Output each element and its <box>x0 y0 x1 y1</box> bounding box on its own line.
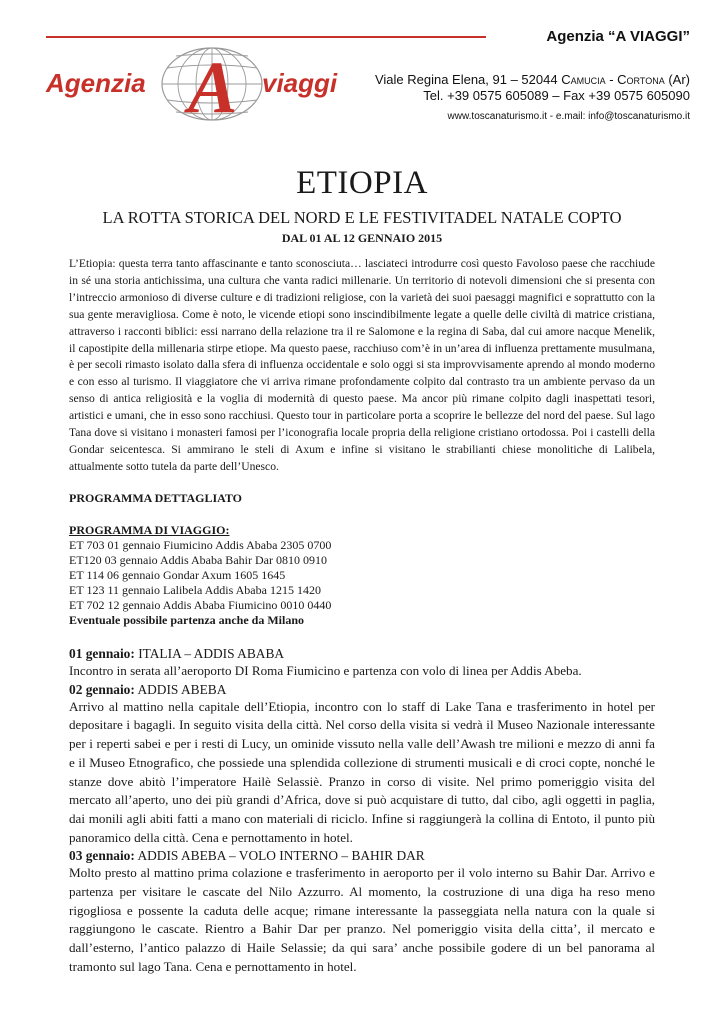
header-divider <box>46 36 486 38</box>
travel-program-heading: PROGRAMMA DI VIAGGIO: <box>69 523 230 537</box>
logo-letter-a: A <box>188 47 238 122</box>
day-text: Arrivo al mattino nella capitale dell’Etiopia, incontro con lo staff di Lake Tana e trasferimento in hotel per depositare i bagagli. In seguito visita della città. Nel corso della visita si vedrà il Museo Nazionale interessante per i reperti sabei e per i resti di Lucy, un ominide vissuto nella valle dell’Awash tre milioni e mezzo di anni fa e il Museo Etnografico, che possiede una splendida collezione di strumenti musicali e di croci copte, nonché le stanze dove abitò l’imperatore Hailè Selassiè. Pranzo in corso di visite. Nel primo pomeriggio visita del mercato all’aperto, uno dei più grandi d’Africa, dove si può acquistare di tutto, dal cibo, agli oggetti in paglia, dai monili agli abiti fatti a mano con materiali di riciclo. Infine si raggiungerà la collina di Entoto, il punto più panoramico della città. Cena e pernottamento in hotel. <box>69 698 655 845</box>
city-cortona: Cortona <box>617 72 665 87</box>
flight-item: ET 123 11 gennaio Lalibela Addis Ababa 1215 1420 <box>69 583 321 597</box>
day-route: ADDIS ABEBA – VOLO INTERNO – BAHIR DAR <box>134 848 425 864</box>
flight-item: ET 702 12 gennaio Addis Ababa Fiumicino 0010 0440 <box>69 598 332 612</box>
day-title <box>69 847 655 864</box>
flight-item: ET120 03 gennaio Addis Ababa Bahir Dar 0810 0910 <box>69 553 327 567</box>
logo-text-left: Agenzia <box>46 68 146 98</box>
day-date: 02 gennaio: <box>69 681 135 697</box>
day-route: ADDIS ABEBA <box>134 681 227 697</box>
program-heading: PROGRAMMA DETTAGLIATO <box>69 491 243 505</box>
day-text: Incontro in serata all’aeroporto DI Roma Fiumicino e partenza con volo di linea per Addis Abeba. <box>69 663 582 678</box>
web-email-line: www.toscanaturismo.it - e.mail: info@toscanaturismo.it <box>447 111 690 122</box>
agency-name: Agenzia “A VIAGGI” <box>546 28 690 45</box>
agency-logo <box>40 42 360 122</box>
flight-item: ET 114 06 gennaio Gondar Axum 1605 1645 <box>69 568 286 582</box>
day-text: Molto presto al mattino prima colazione e trasferimento in aeroporto per il volo interno su Bahir Dar. Arrivo e partenza per visitare le cascate del Nilo Azzurro. Al momento, la costruzione di una diga ha reso meno rigogliosa e possente la caduta delle acque; rimane interessante la passeggiata nella natura con la quale si raggiungono le cascate. Rientro a Bahir Dar per pranzo. Nel pomeriggio visita della citta’, il mercato e dall’esterno, l’antico palazzo di Haile Selassie; da qui sara’ anche possibile godere di un bel panorama al tramonto sul lago Tana. Cena e pernottamento in hotel. <box>69 865 655 974</box>
flight-list <box>69 538 331 628</box>
day-title <box>69 681 655 698</box>
page-subtitle: LA ROTTA STORICA DEL NORD E LE FESTIVITADEL NATALE COPTO <box>102 208 622 227</box>
phone-line: Tel. +39 0575 605089 – Fax +39 0575 605090 <box>423 88 690 103</box>
agency-address-block <box>375 72 690 125</box>
day-date: 03 gennaio: <box>69 848 135 864</box>
day-date: 01 gennaio: <box>69 646 135 661</box>
city-camucia: Camucia <box>561 72 606 87</box>
day-block <box>69 681 655 848</box>
day-route: ITALIA – ADDIS ABABA <box>134 646 285 661</box>
milano-departure-note: Eventuale possibile partenza anche da Milano <box>69 613 305 627</box>
intro-paragraph: L’Etiopia: questa terra tanto affascinante e tanto sconosciuta… lasciateci introdurre così questo Favoloso paese che racchiude in sé una storia antichissima, una cultura che vanta radici millenarie. Un territorio di notevoli dimensioni che si presenta con l’intreccio armonioso di diverse culture e di tradizioni religiose, con la varietà dei suoi paesaggi magnifici e soprattutto con la sua gente meravigliosa. Come è noto, le vicende etiopi sono inscindibilmente legate a quelle delle civiltà di matrice cristiana, attraverso i racconti biblici: essi narrano della relazione tra il re Salomone e la regina di Saba, dal cui amore nacque Menelik, il capostipite della millenaria stirpe etiope. Ma questo paese, racchiuso com’è in un’area di influenza prettamente musulmana, è per secoli rimasto isolato dalla sfera di influenza occidentale e solo oggi si sta improvvisamente aprendo al mondo moderno e con esso al turismo. Il viaggiatore che vi arriva rimane profondamente colpito dal contrasto tra un ambiente pervaso da un senso di antica religiosità e la voglia di modernità di questo paese. Ma ancor più rimane colpito dagli inaspettati tesori, artistici e umani, che in esso sono racchiusi. Questo tour in particolare porta a scoprire le bellezze del nord del paese. Sul lago Tana dove si visitano i monasteri famosi per l’iconografia locale propria della religione cristiano ortodossa. Poi i castelli della Gondar seicentesca. Si ammirano le steli di Axum e infine si visitano le strabilianti chiese monolitiche di Lalibela, attualmente sotto tutela da parte dell’Unesco. <box>69 257 655 473</box>
day-block <box>69 847 655 976</box>
day-block <box>69 645 655 681</box>
address-line: Viale Regina Elena, 91 – 52044 Camucia - Cortona (Ar) <box>374 72 690 87</box>
trip-dates: DAL 01 AL 12 GENNAIO 2015 <box>281 231 443 245</box>
day-title <box>69 645 655 662</box>
page-title: ETIOPIA <box>296 165 428 201</box>
flight-item: ET 703 01 gennaio Fiumicino Addis Ababa 2305 0700 <box>69 538 332 552</box>
itinerary-days <box>69 645 655 977</box>
logo-text-right: viaggi <box>262 68 338 98</box>
